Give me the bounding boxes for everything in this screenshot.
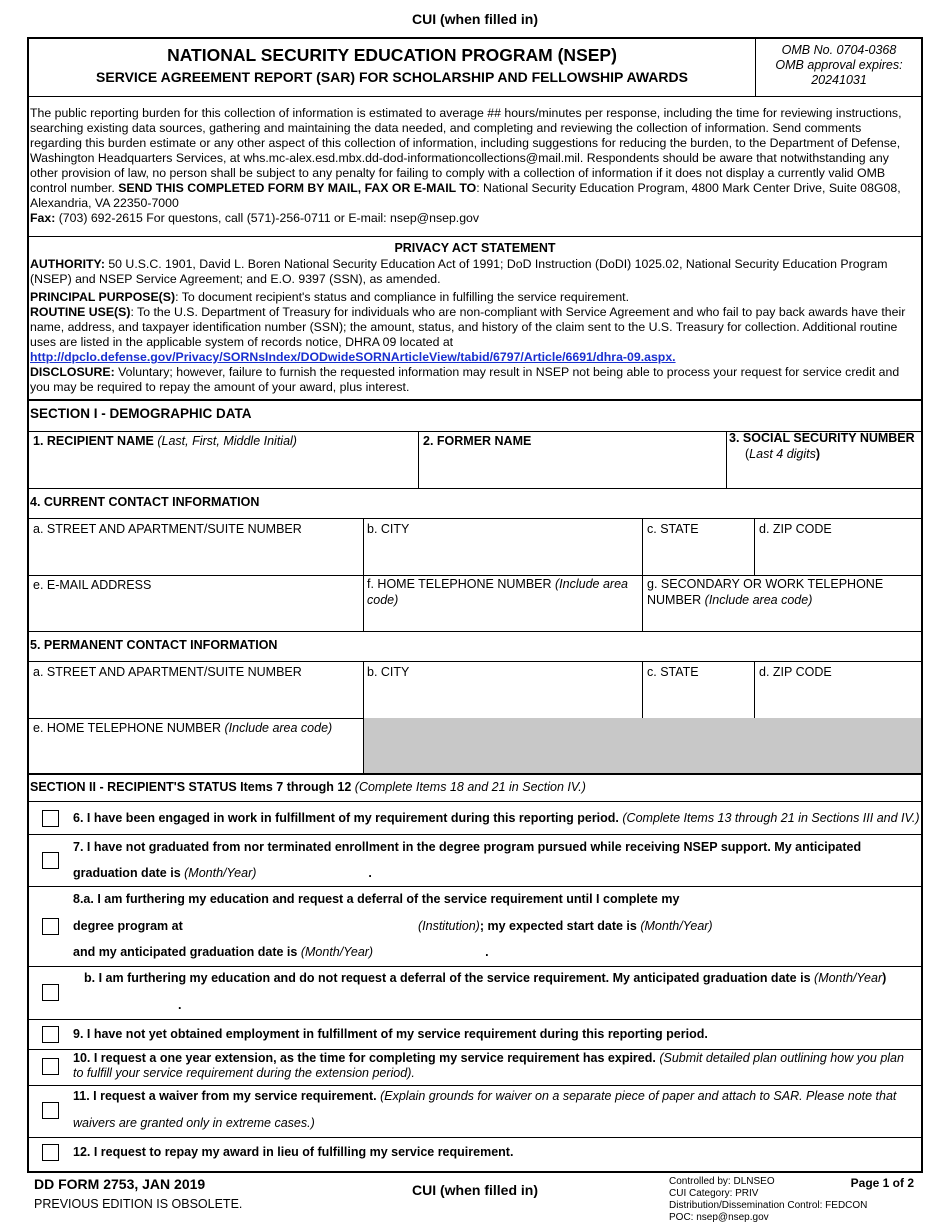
divider	[28, 631, 922, 632]
recipient-name-hint: (Last, First, Middle Initial)	[157, 434, 297, 448]
item-10-checkbox[interactable]	[42, 1058, 59, 1075]
divider	[28, 886, 922, 887]
distribution-control: Distribution/Dissemination Control: FEDCON	[669, 1200, 868, 1211]
item-11-note: waivers are granted only in extreme cases.)	[73, 1116, 315, 1130]
current-street-field[interactable]: a. STREET AND APARTMENT/SUITE NUMBER	[33, 522, 302, 536]
privacy-act-statement	[30, 257, 916, 398]
item-10-text: 10. I request a one year extension, as the time for completing my service requirement has expired. (Submit detailed plan outlining how you plan to fulfill your service requirement during the extension period).	[73, 1051, 904, 1080]
recipient-name-label: 1. RECIPIENT NAME	[33, 434, 154, 448]
divider	[28, 1085, 922, 1086]
ssn-field[interactable]	[729, 431, 921, 462]
work-phone-label: g. SECONDARY OR WORK TELEPHONE NUMBER	[647, 577, 884, 607]
item-8a-institution: (Institution); my expected start date is (Month/Year)	[418, 919, 713, 933]
permanent-phone-hint: (Include area code)	[224, 721, 333, 735]
divider	[726, 431, 727, 488]
controlled-by: Controlled by: DLNSEO	[669, 1176, 775, 1187]
item-8b-checkbox[interactable]	[42, 984, 59, 1001]
ssn-label: 3. SOCIAL SECURITY NUMBER	[729, 431, 915, 445]
email-field[interactable]: e. E-MAIL ADDRESS	[33, 578, 152, 592]
sorn-link[interactable]: http://dpclo.defense.gov/Privacy/SORNsIndex/DODwideSORNArticleView/tabid/6797/Article/6691/dhra-09.aspx.	[30, 350, 676, 364]
permanent-contact-title: 5. PERMANENT CONTACT INFORMATION	[30, 638, 278, 652]
divider	[28, 236, 922, 237]
current-city-field[interactable]: b. CITY	[367, 522, 410, 536]
divider	[28, 773, 922, 775]
divider	[28, 575, 922, 576]
item-9-text: 9. I have not yet obtained employment in fulfillment of my service requirement during this reporting period.	[73, 1027, 708, 1041]
item-11-text: 11. I request a waiver from my service requirement. (Explain grounds for waiver on a separate piece of paper and attach to SAR. Please note that	[73, 1089, 897, 1103]
home-phone-hint: (Include area code)	[367, 577, 628, 607]
previous-edition-note: PREVIOUS EDITION IS OBSOLETE.	[34, 1197, 243, 1211]
divider	[28, 1137, 922, 1138]
ssn-hint-close: )	[815, 446, 821, 461]
divider	[418, 431, 419, 488]
burden-statement	[30, 106, 916, 226]
permanent-city-field[interactable]: b. CITY	[367, 665, 410, 679]
divider	[28, 399, 922, 401]
disclosure-label: DISCLOSURE:	[30, 365, 115, 379]
divider	[28, 1049, 922, 1050]
poc: POC: nsep@nsep.gov	[669, 1212, 769, 1223]
permanent-street-field[interactable]: a. STREET AND APARTMENT/SUITE NUMBER	[33, 665, 302, 679]
divider	[754, 518, 755, 575]
divider	[642, 661, 643, 718]
section-2-title-hint: (Complete Items 18 and 21 in Section IV.)	[354, 780, 586, 794]
home-phone-field[interactable]	[367, 577, 637, 608]
cui-category: CUI Category: PRIV	[669, 1188, 759, 1199]
routine-text: : To the U.S. Department of Treasury for individuals who are non-compliant with Service Agreement and who fail to pay back awards have their name, address, and taxpayer identification number (SSN); the amount, status, and history of the claim sent to the U.S. Treasury for collection. Additional routine uses are listed in the applicable system of records notice, DHRA 09 located at	[30, 305, 906, 349]
section-2-title-text: SECTION II - RECIPIENT'S STATUS Items 7 through 12	[30, 780, 352, 794]
divider	[754, 661, 755, 718]
item-8b-text: b. I am furthering my education and do not request a deferral of the service requirement. My anticipated graduation date is (Month/Year)	[84, 971, 887, 985]
divider	[28, 488, 922, 489]
recipient-name-field[interactable]	[33, 434, 297, 450]
ssn-hint-open: (	[745, 446, 750, 461]
item-8a-degree: degree program at	[73, 919, 183, 933]
divider	[28, 1019, 922, 1020]
home-phone-label: f. HOME TELEPHONE NUMBER	[367, 577, 552, 591]
permanent-state-field[interactable]: c. STATE	[647, 665, 699, 679]
section-2-title	[30, 780, 586, 796]
send-label: SEND THIS COMPLETED FORM BY MAIL, FAX OR E-MAIL TO	[118, 181, 477, 195]
divider	[28, 661, 922, 662]
permanent-phone-field[interactable]	[33, 721, 332, 737]
item-6-checkbox[interactable]	[42, 810, 59, 827]
item-9-checkbox[interactable]	[42, 1026, 59, 1043]
divider	[363, 661, 364, 718]
omb-info	[757, 43, 921, 88]
item-7-graduation: graduation date is (Month/Year) .	[73, 866, 372, 880]
divider	[28, 518, 922, 519]
item-7-text: 7. I have not graduated from nor terminated enrollment in the degree program pursued while receiving NSEP support. My anticipated	[73, 840, 862, 854]
cui-marking-top: CUI (when filled in)	[412, 11, 538, 27]
omb-expires-date: 20241031	[811, 73, 867, 87]
ssn-hint: Last 4 digits	[749, 446, 816, 461]
work-phone-field[interactable]	[647, 577, 917, 608]
authority-label: AUTHORITY:	[30, 257, 105, 271]
purpose-text: : To document recipient's status and compliance in fulfilling the service requirement.	[175, 290, 629, 304]
item-12-checkbox[interactable]	[42, 1144, 59, 1161]
form-subtitle: SERVICE AGREEMENT REPORT (SAR) FOR SCHOLARSHIP AND FELLOWSHIP AWARDS	[96, 69, 688, 85]
current-state-field[interactable]: c. STATE	[647, 522, 699, 536]
permanent-phone-label: e. HOME TELEPHONE NUMBER	[33, 721, 222, 735]
current-zip-field[interactable]: d. ZIP CODE	[759, 522, 832, 536]
page-number: Page 1 of 2	[850, 1176, 914, 1190]
fax-label: Fax:	[30, 211, 56, 225]
divider	[28, 834, 922, 835]
routine-label: ROUTINE USE(S)	[30, 305, 131, 319]
privacy-act-title: PRIVACY ACT STATEMENT	[394, 241, 556, 255]
fax-text: (703) 692-2615 For questons, call (571)-256-0711 or E-mail: nsep@nsep.gov	[55, 211, 480, 225]
purpose-label: PRINCIPAL PURPOSE(S)	[30, 290, 176, 304]
current-contact-title: 4. CURRENT CONTACT INFORMATION	[30, 495, 260, 509]
omb-expires-label: OMB approval expires:	[775, 58, 903, 72]
former-name-field[interactable]: 2. FORMER NAME	[423, 434, 532, 448]
shaded-unused-area	[363, 718, 921, 773]
divider	[28, 966, 922, 967]
divider	[28, 801, 922, 802]
form-title: NATIONAL SECURITY EDUCATION PROGRAM (NSEP)	[167, 45, 617, 65]
item-8a-graduation: and my anticipated graduation date is (Month/Year) .	[73, 945, 489, 959]
disclosure-text: Voluntary; however, failure to furnish the requested information may result in NSEP not being able to process your request for service credit and you may be required to repay the amount of your award, plus interest.	[30, 365, 900, 394]
omb-number: OMB No. 0704-0368	[781, 43, 897, 57]
send-address: : National Security Education Program, 4800 Mark Center Drive, Suite 08G08, Alexandria, VA 22350-7000	[30, 181, 901, 210]
cui-marking-bottom: CUI (when filled in)	[412, 1182, 538, 1198]
item-11-checkbox[interactable]	[42, 1102, 59, 1119]
header-divider	[755, 38, 756, 97]
work-phone-hint: (Include area code)	[704, 592, 813, 607]
divider	[28, 96, 922, 97]
item-8a-text: 8.a. I am furthering my education and request a deferral of the service requirement until I complete my	[73, 892, 680, 906]
authority-text: 50 U.S.C. 1901, David L. Boren National Security Education Act of 1991; DoD Instruction (DoDI) 1025.02, National Security Education Program (NSEP) and NSEP Service Agreement; and E.O. 9397 (SSN), as amended.	[30, 257, 888, 286]
item-8a-checkbox[interactable]	[42, 918, 59, 935]
item-8b-end: .	[178, 998, 182, 1012]
permanent-zip-field[interactable]: d. ZIP CODE	[759, 665, 832, 679]
item-12-text: 12. I request to repay my award in lieu of fulfilling my service requirement.	[73, 1145, 514, 1159]
burden-text: The public reporting burden for this collection of information is estimated to average ## hours/minutes per response, including the time for reviewing instructions, searching existing data sources, gathering and maintaining the data needed, and completing and reviewing the collection of information. Send comments regarding this burden estimate or any other aspect of this collection of information, including suggestions for reducing the burden, to the Department of Defense, Washington Headquarters Services, at whs.mc-alex.esd.mbx.dd-dod-informationcollections@mail.mil. Respondents should be aware that notwithstanding any other provision of law, no person shall be subject to any penalty for failing to comply with a collection of information if it does not display a currently valid OMB control number.	[30, 106, 902, 195]
item-7-checkbox[interactable]	[42, 852, 59, 869]
form-number: DD FORM 2753, JAN 2019	[34, 1176, 206, 1192]
section-1-title: SECTION I - DEMOGRAPHIC DATA	[30, 406, 252, 421]
item-6-text: 6. I have been engaged in work in fulfillment of my requirement during this reporting period. (Complete Items 13 through 21 in Sections III and IV.)	[73, 811, 920, 825]
